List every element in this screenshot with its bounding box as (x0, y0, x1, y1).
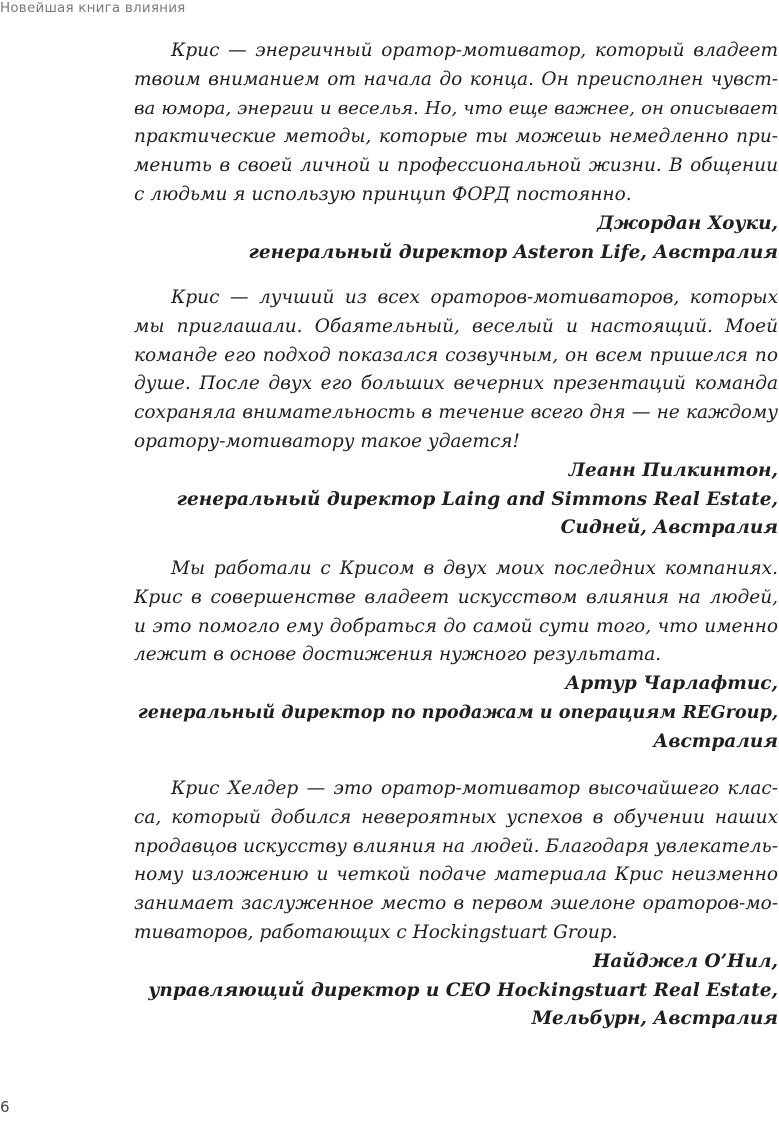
testimonial-quote (134, 775, 778, 948)
quote-line: душе. После двух его больших вечерних презентаций команда (134, 373, 778, 395)
running-title: Новейшая книга влияния (0, 0, 186, 16)
author-title: генеральный директор Asteron Life, Австралия (248, 241, 778, 263)
quote-line: продавцов искусству влияния на людей. Благодаря увлекатель- (134, 835, 778, 857)
author-title: генеральный директор Laing and Simmons Real Estate, (176, 488, 778, 510)
quote-line: Крис Хелдер — это оратор-мотиватор высочайшего клас- (171, 778, 778, 799)
testimonial-author (134, 210, 778, 268)
author-location: Сидней, Австралия (560, 517, 778, 539)
quote-line: Крис — энергичный оратор-мотиватор, который владеет (171, 40, 778, 61)
quote-line: занимает заслуженное место в первом эшелоне ораторов-мо- (134, 893, 778, 915)
quote-line: Крис в совершенстве владеет искусством влияния на людей, (134, 586, 778, 608)
testimonial-author (134, 670, 778, 756)
author-title: генеральный директор по продажам и операциям REGroup, (137, 701, 778, 723)
author-name: Артур Чарлафтис, (565, 673, 778, 695)
testimonial-4 (134, 775, 778, 1034)
testimonial-quote (134, 555, 778, 670)
author-name: Найджел О’Нил, (592, 950, 778, 972)
author-name: Джордан Хоуки, (597, 212, 778, 234)
testimonial-2 (134, 284, 778, 543)
testimonial-3 (134, 555, 778, 757)
quote-line: практические методы, которые ты можешь немедленно при- (134, 126, 778, 148)
quote-line: оратору-мотиватору такое удается! (134, 430, 520, 452)
page-number: 6 (0, 1098, 10, 1116)
quote-line: Мы работали с Крисом в двух моих последних компаниях. (171, 558, 778, 579)
quote-line: менить в своей личной и профессиональной жизни. В общении (134, 155, 778, 177)
quote-line: твоим вниманием от начала до конца. Он преисполнен чувст- (134, 68, 778, 90)
author-location: Австралия (653, 730, 778, 752)
quote-line: са, который добился невероятных успехов в обучении наших (134, 806, 778, 828)
testimonial-quote (134, 37, 778, 210)
testimonial-author (134, 457, 778, 543)
quote-line: мы приглашали. Обаятельный, веселый и настоящий. Моей (134, 315, 778, 337)
author-name: Леанн Пилкинтон, (568, 459, 778, 481)
author-location: Мельбурн, Австралия (531, 1008, 778, 1030)
quote-line: и это помогло ему добраться до самой сути того, что именно (134, 615, 778, 637)
testimonial-quote (134, 284, 778, 457)
testimonial-author (134, 948, 778, 1034)
quote-line: ному изложению и четкой подаче материала Крис неизменно (134, 864, 778, 886)
quote-line: с людьми я использую принцип ФОРД постоянно. (134, 183, 632, 205)
quote-line: Крис — лучший из всех ораторов-мотиваторов, которых (171, 287, 778, 308)
author-title: управляющий директор и CEO Hockingstuart Real Estate, (148, 979, 778, 1001)
testimonial-1 (134, 37, 778, 267)
quote-line: тиваторов, работающих с Hockingstuart Group. (134, 921, 618, 943)
quote-line: лежит в основе достижения нужного результата. (134, 644, 662, 666)
quote-line: ва юмора, энергии и веселья. Но, что еще важнее, он описывает (134, 97, 778, 119)
quote-line: сохраняла внимательность в течение всего дня — не каждому (134, 402, 778, 424)
quote-line: команде его подход показался созвучным, он всем пришелся по (134, 344, 778, 366)
